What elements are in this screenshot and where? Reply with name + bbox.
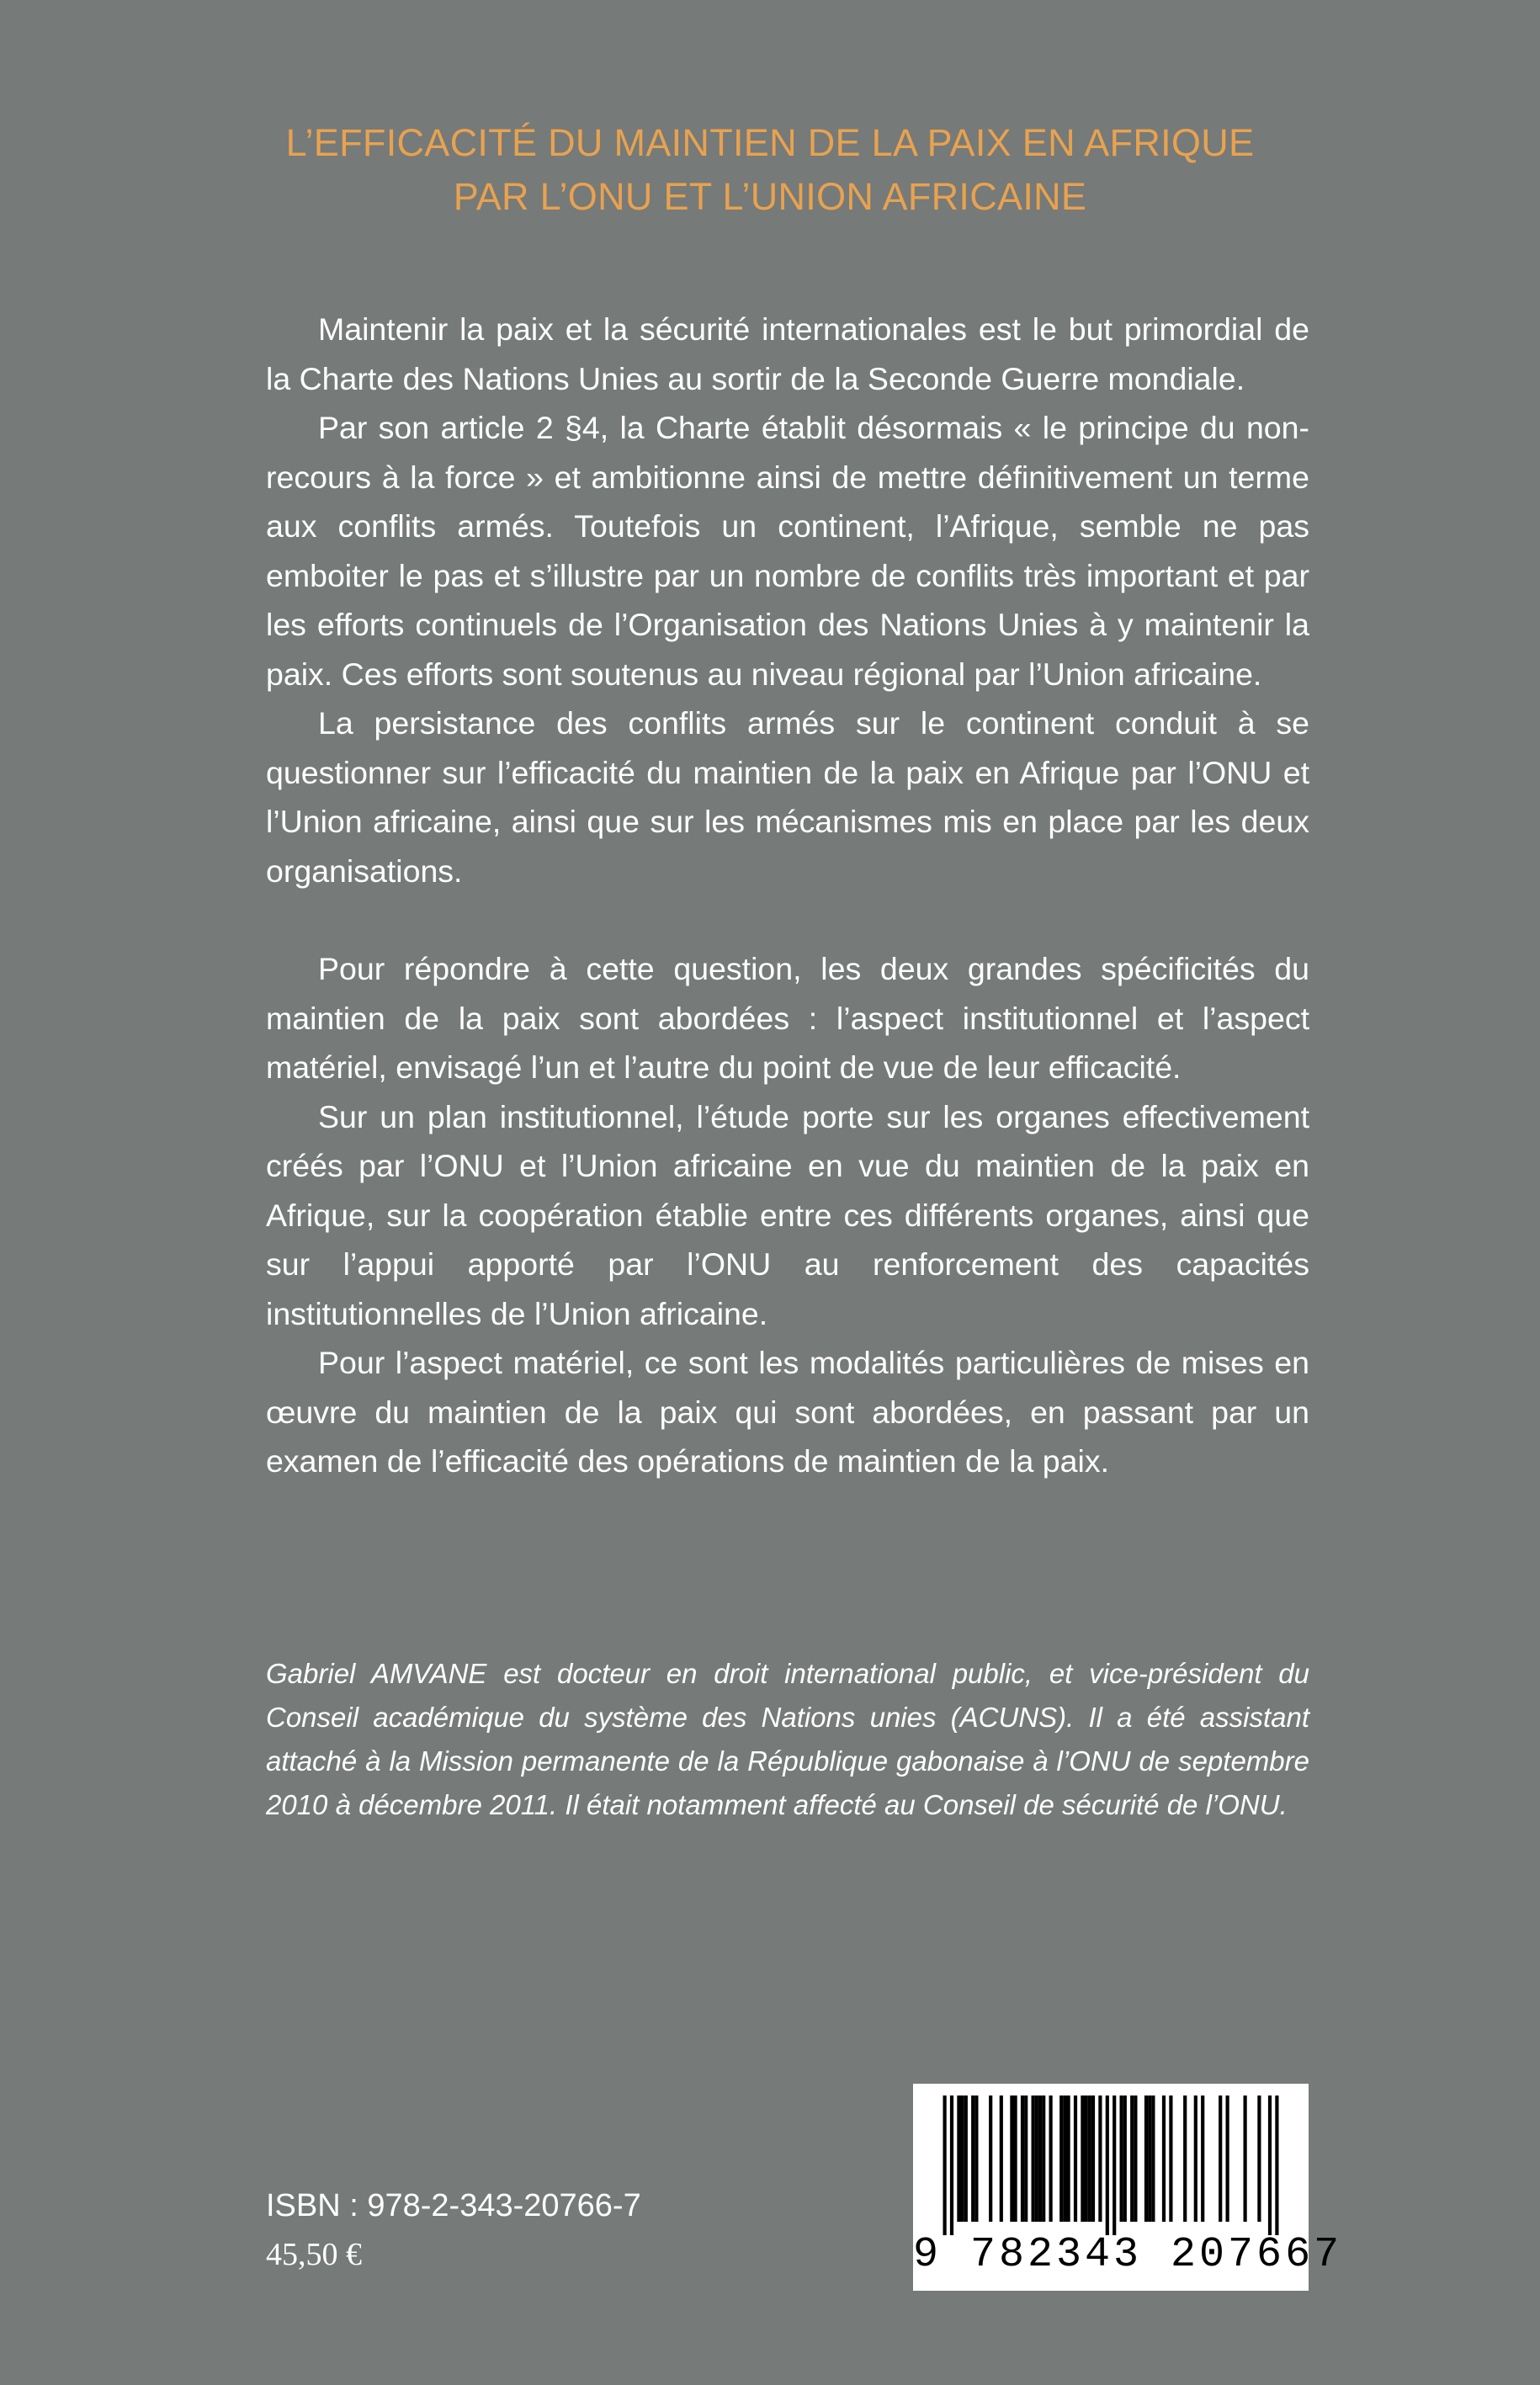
blurb-paragraph: Pour répondre à cette question, les deux grandes spécificités du maintien de la paix sont abordées : l’aspect institutionnel et l’aspect matériel, envisagé l’un et l’autre du point de vue de leur efficacité. (266, 951, 1309, 1085)
barcode-bar (1014, 2096, 1017, 2222)
book-title-line-1: L’EFFICACITÉ DU MAINTIEN DE LA PAIX EN AFRIQUE (285, 121, 1255, 164)
barcode-bar (1063, 2096, 1066, 2222)
barcode-bar (1219, 2096, 1222, 2222)
barcode-bar (961, 2096, 964, 2222)
barcode-bar (1091, 2096, 1095, 2222)
barcode (913, 2084, 1343, 2291)
book-title-line-2: PAR L’ONU ET L’UNION AFRICAINE (453, 175, 1087, 218)
barcode-bar (1113, 2096, 1116, 2235)
isbn: ISBN : 978-2-343-20766-7 (266, 2188, 641, 2223)
book-title (0, 116, 1540, 224)
barcode-bar (1123, 2096, 1127, 2222)
barcode-bar (1042, 2096, 1045, 2222)
blurb-paragraph: Sur un plan institutionnel, l’étude porte sur les organes effectivement créés par l’ONU et l’Union africaine en vue du maintien de la paix en Afrique, sur la coopération établie entre ces différents organes, ainsi que sur l’appui apporté par l’ONU au renforcement des capacités institutionnelles de l’Union africaine. (266, 1098, 1309, 1331)
barcode-bar (1032, 2096, 1035, 2222)
barcode-bar (943, 2096, 947, 2235)
barcode-bar (1038, 2096, 1042, 2222)
barcode-bar (1148, 2096, 1151, 2222)
barcode-bar (1024, 2096, 1028, 2222)
barcode-bar (971, 2096, 974, 2222)
barcode-bar (1021, 2096, 1024, 2222)
barcode-bar (1162, 2096, 1166, 2222)
barcode-bar (1120, 2096, 1123, 2222)
blurb-paragraph: Maintenir la paix et la sécurité internationales est le but primordial de la Charte des Nations Unies au sortir de la Seconde Guerre mondiale. (266, 311, 1309, 396)
blurb (266, 305, 1309, 1486)
barcode-bar (950, 2096, 953, 2235)
blurb-paragraph: Pour l’aspect matériel, ce sont les modalités particulières de mises en œuvre du maintien de la paix qui sont abordées, en passant par un examen de l’efficacité des opérations de maintien de la paix. (266, 1345, 1309, 1479)
barcode-bar (1067, 2096, 1070, 2222)
blurb-paragraph: Par son article 2 §4, la Charte établit désormais « le principe du non-recours à la force » et ambitionne ainsi de mettre définitivement un terme aux conflits armés. Toutefois un continent, l’Afrique, semble ne pas emboiter le pas et s’illustre par un nombre de conflits très important et par les efforts continuels de l’Organisation des Nations Unies à y maintenir la paix. Ces efforts sont soutenus au niveau régional par l’Union africaine. (266, 410, 1309, 692)
barcode-bar (1244, 2096, 1247, 2222)
barcode-bar (1144, 2096, 1148, 2222)
barcode-bar (1268, 2096, 1272, 2235)
barcode-bar (1106, 2096, 1109, 2235)
barcode-bar (1169, 2096, 1172, 2222)
barcode-bar (1049, 2096, 1053, 2222)
author-bio: Gabriel AMVANE est docteur en droit international public, et vice-président du Conseil académique du système des Nations unies (ACUNS). Il a été assistant attaché à la Mission permanente de la République gabonaise à l’ONU de septembre 2010 à décembre 2011. Il était notamment affecté au Conseil de sécurité de l’ONU. (266, 1658, 1309, 1820)
barcode-bar (1183, 2096, 1187, 2222)
barcode-bar (1081, 2096, 1084, 2222)
barcode-bar (1134, 2096, 1137, 2222)
barcode-bar (1257, 2096, 1261, 2222)
barcode-bar (1151, 2096, 1155, 2222)
barcode-bar (1059, 2096, 1063, 2222)
barcode-bar (1035, 2096, 1038, 2222)
barcode-bar (1088, 2096, 1091, 2222)
barcode-bar (964, 2096, 968, 2222)
barcode-bar (1130, 2096, 1134, 2222)
barcode-bar (1085, 2096, 1088, 2222)
barcode-bar (1074, 2096, 1077, 2222)
barcode-bar (957, 2096, 960, 2222)
barcode-bar (1194, 2096, 1197, 2222)
barcode-bar (1098, 2096, 1102, 2222)
barcode-bars (913, 2084, 1309, 2235)
barcode-bar (1000, 2096, 1003, 2222)
price: 45,50 € (266, 2237, 362, 2272)
barcode-bar (1226, 2096, 1229, 2222)
barcode-bar (1010, 2096, 1013, 2222)
barcode-bar (989, 2096, 992, 2222)
barcode-bar (1275, 2096, 1278, 2235)
barcode-digits: 9 782343 207667 (913, 2231, 1343, 2279)
barcode-bar (974, 2096, 978, 2222)
barcode-bar (1201, 2096, 1204, 2222)
blurb-paragraph: La persistance des conflits armés sur le continent conduit à se questionner sur l’efficacité du maintien de la paix en Afrique par l’ONU et l’Union africaine, ainsi que sur les mécanismes mis en place par les deux organisations. (266, 705, 1309, 889)
